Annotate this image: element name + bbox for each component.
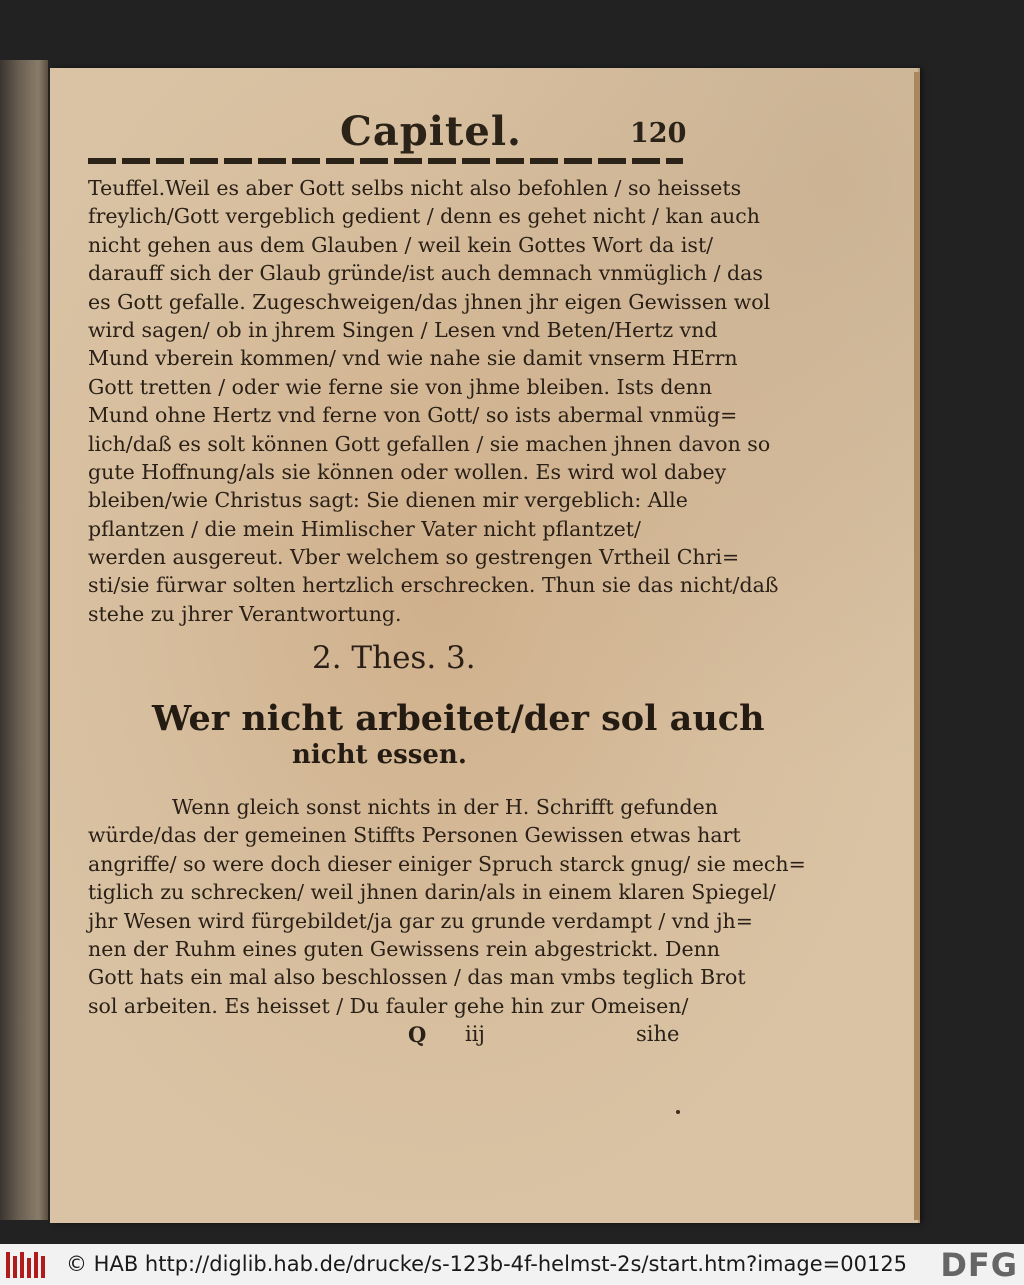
text-line: nen der Ruhm eines guten Gewissens rein abgestrickt. Denn [88, 936, 720, 961]
text-line: Gott tretten / oder wie ferne sie von jhme bleiben. Ists denn [88, 374, 713, 399]
text-line: sti/sie fürwar solten hertzlich erschrecken. Thun sie das nicht/daß [88, 573, 779, 598]
text-line: jhr Wesen wird fürgebildet/ja gar zu grunde verdampt / vnd jh= [88, 908, 753, 933]
page-number: 120 [630, 118, 687, 149]
signature-number: iij [465, 1022, 485, 1046]
header-title: Capitel. [340, 108, 522, 155]
section-heading: Wer nicht arbeitet/der sol auch [152, 698, 765, 739]
running-header [340, 108, 690, 158]
text-line: nicht gehen aus dem Glauben / weil kein Gottes Wort da ist/ [88, 232, 714, 257]
thesis-reference: 2. Thes. 3. [312, 640, 476, 676]
text-line: Gott hats ein mal also beschlossen / das man vmbs teglich Brot [88, 965, 746, 990]
text-line: pflantzen / die mein Himlischer Vater nicht pflantzet/ [88, 516, 641, 541]
text-line: tiglich zu schrecken/ weil jhnen darin/als in einem klaren Spiegel/ [88, 880, 776, 905]
text-line: würde/das der gemeinen Stiffts Personen Gewissen etwas hart [88, 823, 741, 848]
text-line: Mund ohne Hertz vnd ferne von Gott/ so ists abermal vnmüg= [88, 403, 738, 428]
text-line: gute Hoffnung/als sie können oder wollen. Es wird wol dabey [88, 459, 727, 484]
text-line: wird sagen/ ob in jhrem Singen / Lesen vnd Beten/Hertz vnd [88, 317, 718, 342]
source-link[interactable]: © HAB http://diglib.hab.de/drucke/s-123b-4f-helmst-2s/start.htm?image=00125 [66, 1252, 908, 1276]
text-line: angriffe/ so were doch dieser einiger Spruch starck gnug/ sie mech= [88, 851, 806, 876]
dfg-logo: DFG [936, 1246, 1018, 1284]
section-heading-continued: nicht essen. [292, 740, 467, 770]
header-rule [88, 158, 683, 164]
text-line: bleiben/wie Christus sagt: Sie dienen mir vergeblich: Alle [88, 488, 688, 513]
text-line: sol arbeiten. Es heisset / Du fauler gehe hin zur Omeisen/ [88, 993, 689, 1018]
text-line: werden ausgereut. Vber welchem so gestrengen Vrtheil Chri= [88, 545, 740, 570]
paragraph-2 [88, 793, 806, 1020]
text-line: stehe zu jhrer Verantwortung. [88, 601, 402, 626]
catchword: sihe [636, 1022, 680, 1046]
ink-speck [676, 1110, 680, 1114]
text-line: Teuffel.Weil es aber Gott selbs nicht also befohlen / so heissets [88, 176, 742, 200]
signature-mark: Q [408, 1022, 427, 1047]
text-line: lich/daß es solt können Gott gefallen / sie machen jhnen davon so [88, 431, 771, 456]
text-line: es Gott gefalle. Zugeschweigen/das jhnen jhr eigen Gewissen wol [88, 289, 771, 314]
viewer-footer [0, 1244, 1024, 1285]
hab-logo-icon [6, 1252, 46, 1278]
page-edge-shadow [914, 72, 920, 1220]
paragraph-1 [88, 174, 779, 628]
text-line: darauff sich der Glaub gründe/ist auch demnach vnmüglich / das [88, 261, 763, 286]
text-line: freylich/Gott vergeblich gedient / denn es gehet nicht / kan auch [88, 204, 760, 229]
adjacent-page-edge [0, 60, 48, 1220]
text-line: Mund vberein kommen/ vnd wie nahe sie damit vnserm HErrn [88, 346, 738, 371]
text-line: Wenn gleich sonst nichts in der H. Schrifft gefunden [172, 795, 718, 819]
